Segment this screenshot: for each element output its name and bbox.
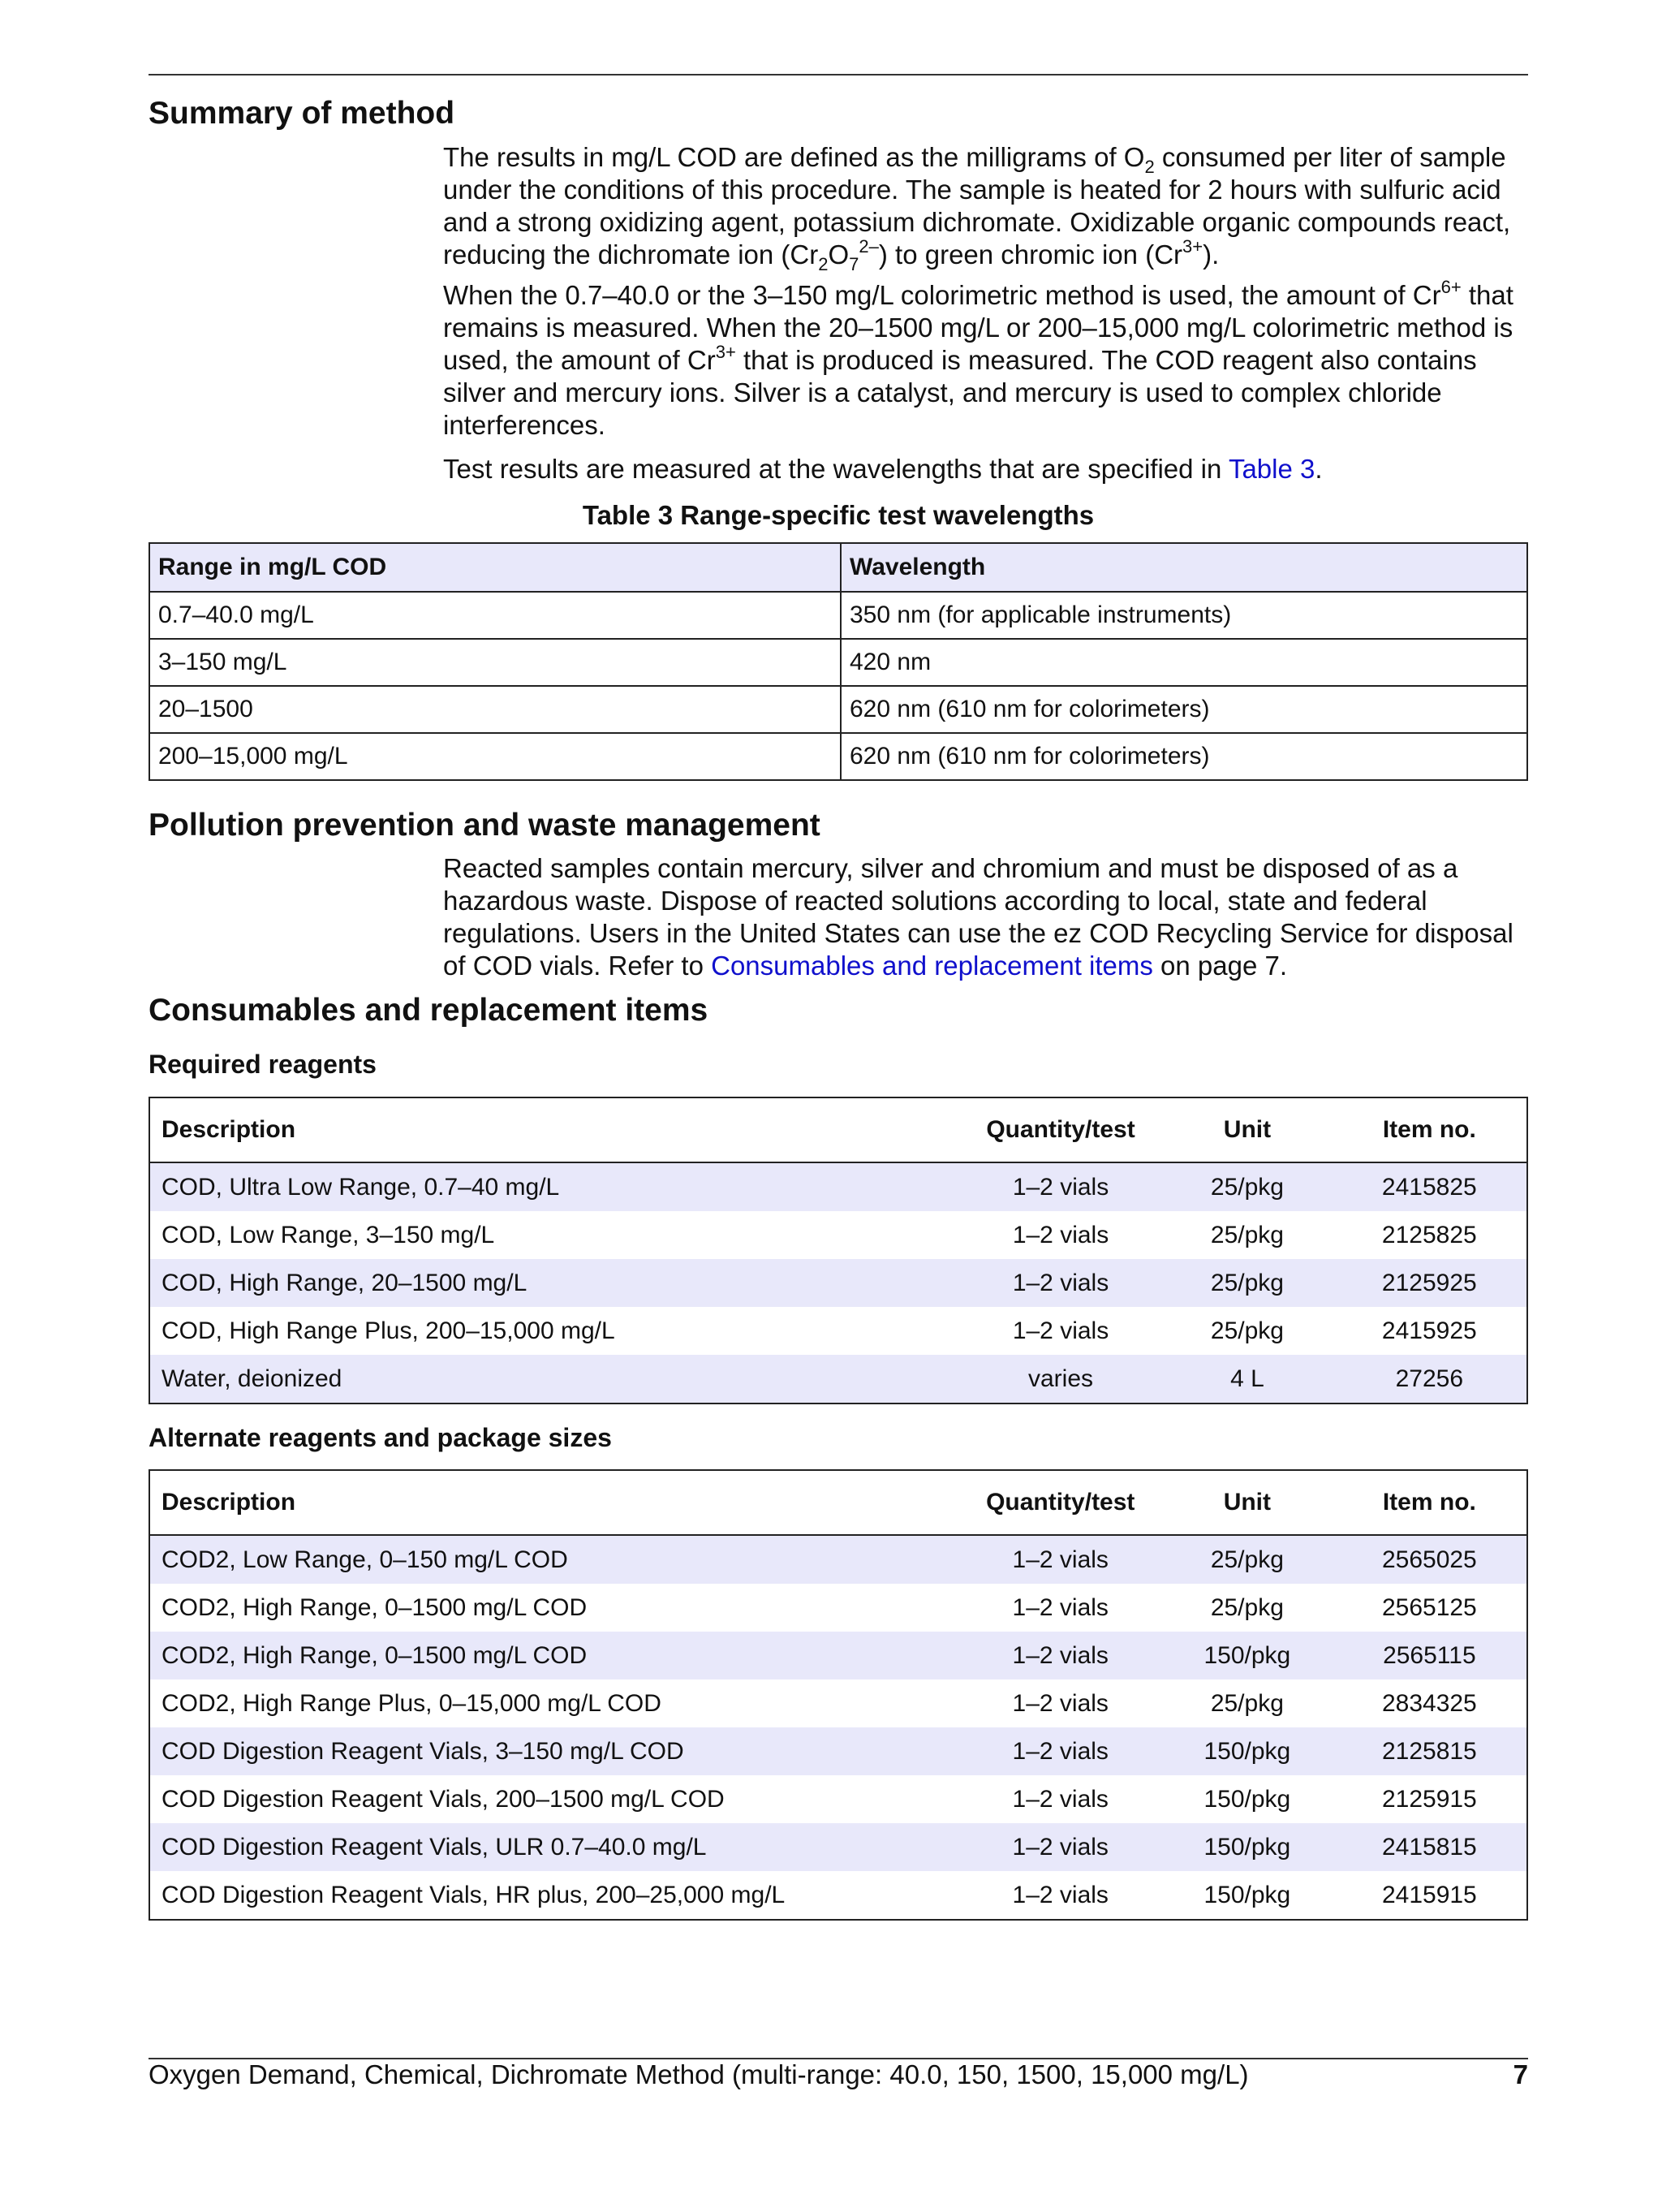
table-header-cell: Wavelength [841, 543, 1527, 592]
table-cell: 150/pkg [1162, 1727, 1333, 1775]
table-cell: 1–2 vials [959, 1162, 1163, 1211]
table-cell: 2125925 [1333, 1259, 1527, 1307]
table-cell: 3–150 mg/L [149, 639, 841, 686]
table-cell: COD, High Range, 20–1500 mg/L [149, 1259, 959, 1307]
table-row [149, 1584, 1527, 1632]
alternate-reagents-table [149, 1469, 1528, 1921]
table-cell: 1–2 vials [958, 1584, 1162, 1632]
table-cell: 1–2 vials [959, 1259, 1163, 1307]
table-cell: COD Digestion Reagent Vials, 200–1500 mg/L COD [149, 1775, 958, 1823]
table-cell: 2415815 [1333, 1823, 1527, 1871]
table-cell: 25/pkg [1162, 1584, 1333, 1632]
table-row [149, 1679, 1527, 1727]
table-header-cell: Range in mg/L COD [149, 543, 841, 592]
required-reagents-table [149, 1097, 1528, 1404]
table-cell: COD, Low Range, 3–150 mg/L [149, 1211, 959, 1259]
table-cell: 4 L [1162, 1355, 1332, 1404]
table-row [149, 1211, 1527, 1259]
table-cell: 2125815 [1333, 1727, 1527, 1775]
table-cell: 2565115 [1333, 1632, 1527, 1679]
table-cell: 2415925 [1333, 1307, 1527, 1355]
table-cell: 25/pkg [1162, 1259, 1332, 1307]
table-cell: COD2, Low Range, 0–150 mg/L COD [149, 1535, 958, 1584]
summary-paragraph-3: Test results are measured at the wavelengths that are specified in Table 3. [443, 454, 1323, 484]
table-cell: 25/pkg [1162, 1211, 1332, 1259]
table-row [149, 1307, 1527, 1355]
table-header-cell: Unit [1162, 1097, 1332, 1162]
top-rule [149, 74, 1528, 75]
table-row [149, 1535, 1527, 1584]
pollution-paragraph: Reacted samples contain mercury, silver and chromium and must be disposed of as a hazardous waste. Dispose of reacted solutions according to local, state and federal regulations. Users in the United States can use the ez COD Recycling Service for disposal of COD vials. Refer to Consumables and replacement items on page 7. [443, 853, 1513, 981]
page-number: 7 [1513, 2059, 1528, 2089]
table-cell: 2565025 [1333, 1535, 1527, 1584]
table-row [149, 1871, 1527, 1920]
table-header-cell: Item no. [1333, 1097, 1527, 1162]
table-row [149, 1727, 1527, 1775]
table-cell: COD2, High Range Plus, 0–15,000 mg/L COD [149, 1679, 958, 1727]
footer-title: Oxygen Demand, Chemical, Dichromate Method (multi-range: 40.0, 150, 1500, 15,000 mg/L) [149, 2059, 1249, 2089]
table-cell: COD, Ultra Low Range, 0.7–40 mg/L [149, 1162, 959, 1211]
table-cell: COD Digestion Reagent Vials, ULR 0.7–40.0 mg/L [149, 1823, 958, 1871]
table-cell: 1–2 vials [959, 1211, 1163, 1259]
table-header-cell: Unit [1162, 1470, 1333, 1535]
table-cell: 27256 [1333, 1355, 1527, 1404]
table-cell: 2834325 [1333, 1679, 1527, 1727]
table-cell: COD Digestion Reagent Vials, 3–150 mg/L COD [149, 1727, 958, 1775]
table-cell: 150/pkg [1162, 1871, 1333, 1920]
table-cell: 25/pkg [1162, 1162, 1332, 1211]
table-cell: 25/pkg [1162, 1307, 1332, 1355]
summary-paragraph-1: The results in mg/L COD are defined as the milligrams of $O_2$ consumed per liter of sample under the conditions of this procedure. The sample is heated for 2 hours with sulfuric acid and a strong oxidizing agent, potassium dichromate. Oxidizable organic compounds react, reducing the dichromate ion $(Cr_2O_7^{2-})$ to green chromic ion $(Cr^{3+})$. [443, 142, 1511, 274]
table-cell: Water, deionized [149, 1355, 959, 1404]
table-row [149, 1632, 1527, 1679]
table-cell: 150/pkg [1162, 1823, 1333, 1871]
pollution-title: Pollution prevention and waste management [149, 808, 820, 843]
table-header-cell: Quantity/test [959, 1097, 1163, 1162]
consumables-title: Consumables and replacement items [149, 993, 708, 1028]
table-cell: 620 nm (610 nm for colorimeters) [841, 686, 1527, 733]
table-cell: 1–2 vials [958, 1727, 1162, 1775]
summary-title: Summary of method [149, 96, 455, 131]
table-header-cell: Description [149, 1470, 958, 1535]
table-cell: 350 nm (for applicable instruments) [841, 592, 1527, 639]
consumables-link[interactable]: Consumables and replacement items [711, 951, 1153, 981]
wavelength-table [149, 542, 1528, 781]
table-cell: 420 nm [841, 639, 1527, 686]
required-reagents-title: Required reagents [149, 1050, 377, 1079]
table-row [149, 733, 1527, 780]
table-cell: COD, High Range Plus, 200–15,000 mg/L [149, 1307, 959, 1355]
table-cell: 1–2 vials [958, 1871, 1162, 1920]
table-cell: 620 nm (610 nm for colorimeters) [841, 733, 1527, 780]
table-row [149, 1162, 1527, 1211]
table-row [149, 639, 1527, 686]
table-cell: COD Digestion Reagent Vials, HR plus, 200–25,000 mg/L [149, 1871, 958, 1920]
table-cell: 2415915 [1333, 1871, 1527, 1920]
table-cell: 1–2 vials [958, 1823, 1162, 1871]
table-row [149, 686, 1527, 733]
table-cell: 0.7–40.0 mg/L [149, 592, 841, 639]
table-cell: 25/pkg [1162, 1679, 1333, 1727]
table-cell: 25/pkg [1162, 1535, 1333, 1584]
table-row [149, 1355, 1527, 1404]
table-cell: 20–1500 [149, 686, 841, 733]
table-cell: 1–2 vials [958, 1535, 1162, 1584]
table-row [149, 592, 1527, 639]
table-row [149, 1823, 1527, 1871]
table-cell: 150/pkg [1162, 1632, 1333, 1679]
table-cell: 1–2 vials [958, 1632, 1162, 1679]
table-cell: COD2, High Range, 0–1500 mg/L COD [149, 1632, 958, 1679]
table-cell: 1–2 vials [959, 1307, 1163, 1355]
table-row [149, 1259, 1527, 1307]
table-cell: varies [959, 1355, 1163, 1404]
table-3-link[interactable]: Table 3 [1228, 454, 1315, 484]
table-cell: 200–15,000 mg/L [149, 733, 841, 780]
table-caption: Table 3 Range-specific test wavelengths [582, 500, 1095, 530]
table-cell: 2125915 [1333, 1775, 1527, 1823]
table-header-cell: Description [149, 1097, 959, 1162]
table-cell: 1–2 vials [958, 1679, 1162, 1727]
table-cell: 2125825 [1333, 1211, 1527, 1259]
table-cell: 2565125 [1333, 1584, 1527, 1632]
table-cell: 1–2 vials [958, 1775, 1162, 1823]
table-header-cell: Item no. [1333, 1470, 1527, 1535]
summary-paragraph-2: When the 0.7–40.0 or the 3–150 mg/L colorimetric method is used, the amount of $Cr^{6+}$ that remains is measured. When the 20–1500 mg/L or 200–15,000 mg/L colorimetric method is used, the amount of $Cr^{3+}$ that is produced is measured. The COD reagent also contains silver and mercury ions. Silver is a catalyst, and mercury is used to complex chloride interferences. [443, 277, 1513, 440]
table-cell: COD2, High Range, 0–1500 mg/L COD [149, 1584, 958, 1632]
table-cell: 2415825 [1333, 1162, 1527, 1211]
alternate-reagents-title: Alternate reagents and package sizes [149, 1423, 612, 1452]
table-cell: 150/pkg [1162, 1775, 1333, 1823]
table-header-cell: Quantity/test [958, 1470, 1162, 1535]
table-row [149, 1775, 1527, 1823]
